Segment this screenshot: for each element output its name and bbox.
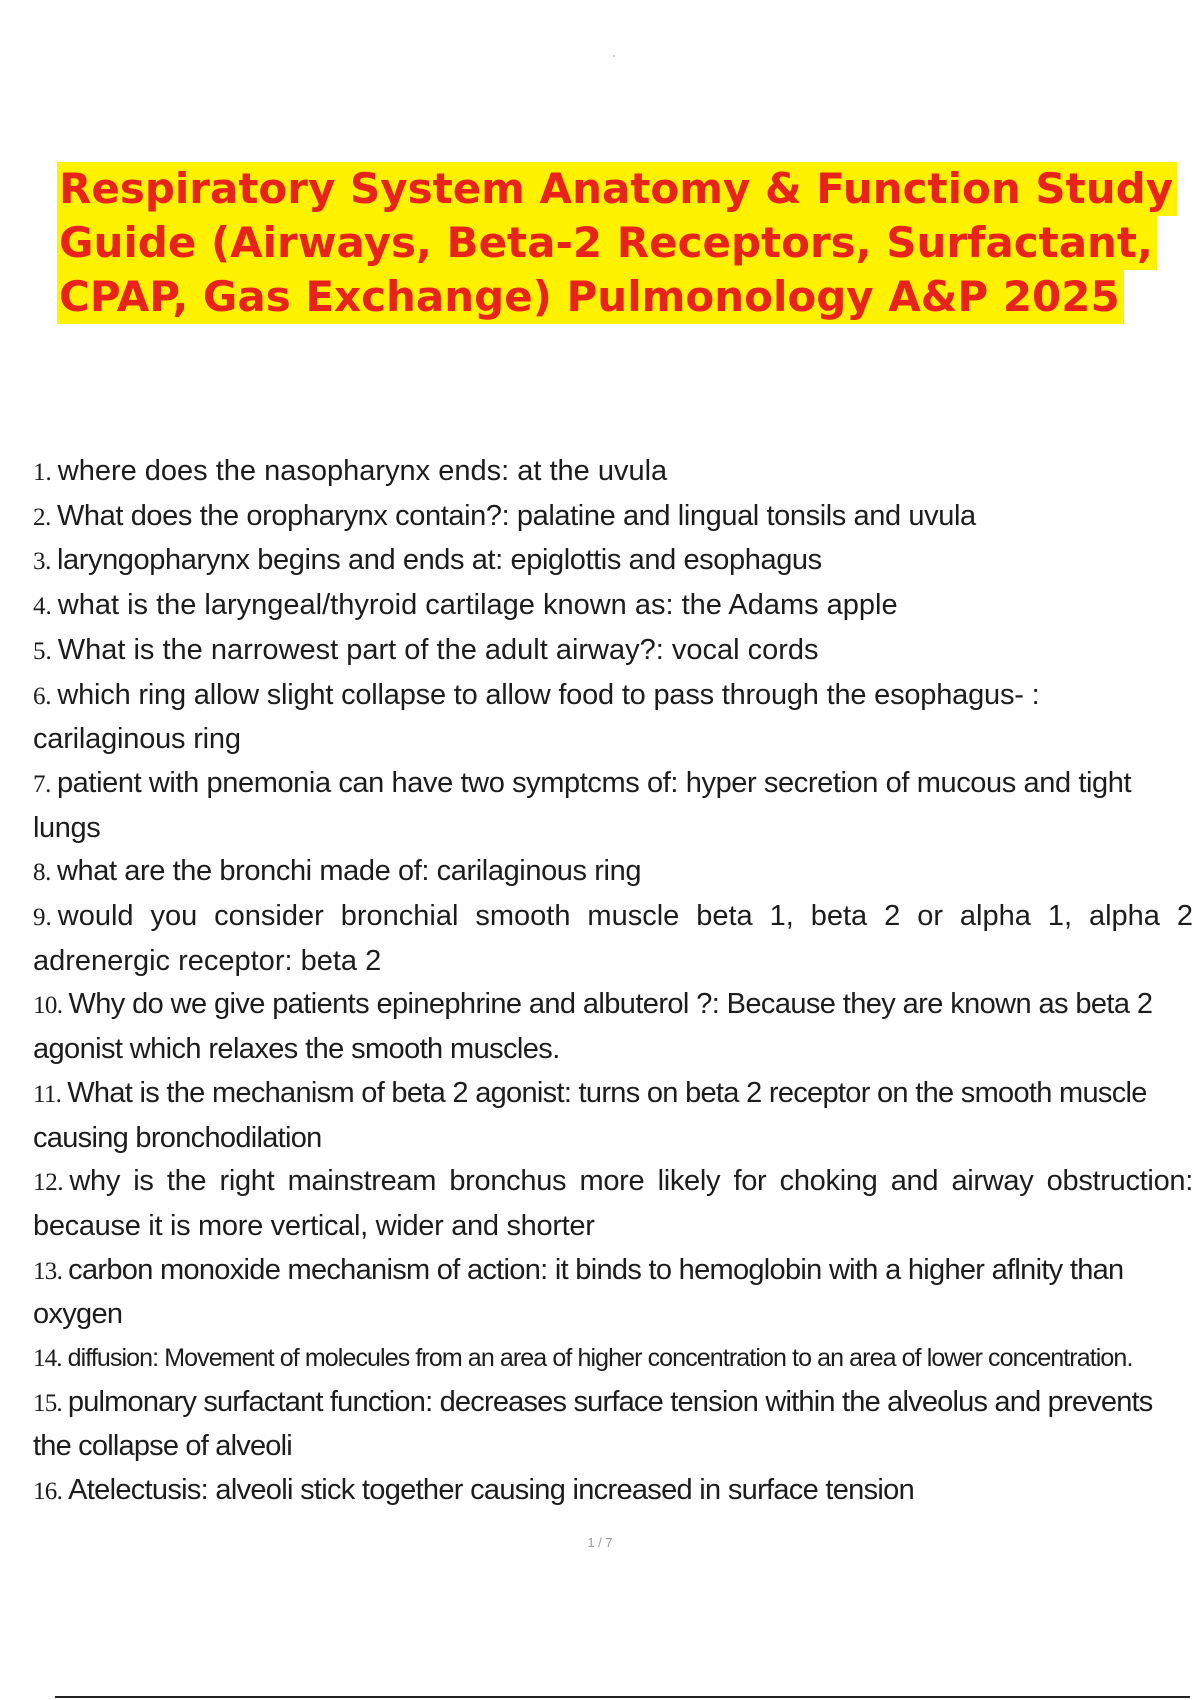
item-text: where does the nasopharynx ends: at the uvula bbox=[57, 455, 668, 487]
item-number: 3. bbox=[33, 548, 51, 576]
item-number: 2. bbox=[33, 503, 51, 531]
item-text: what are the bronchi made of: carilaginous ring bbox=[56, 855, 642, 888]
item-number: 8. bbox=[33, 859, 51, 887]
item-text: Why do we give patients epinephrine and albuterol ?: Because they are known as beta 2 agonist which relaxes the smooth muscles. bbox=[33, 988, 1153, 1066]
list-item bbox=[33, 895, 1193, 983]
item-text: diffusion: Movement of molecules from an area of higher concentration to an area of lower concentration. bbox=[67, 1344, 1133, 1373]
item-number: 5. bbox=[33, 637, 52, 665]
title-line-1: Respiratory System Anatomy & Function Study bbox=[57, 162, 1177, 216]
item-text: What is the narrowest part of the adult airway?: vocal cords bbox=[57, 633, 819, 666]
item-number: 7. bbox=[33, 770, 51, 798]
item-number: 6. bbox=[33, 682, 52, 710]
footer-divider bbox=[55, 1696, 1190, 1698]
item-number: 10. bbox=[33, 992, 63, 1020]
item-text: what is the laryngeal/thyroid cartilage known as: the Adams apple bbox=[57, 589, 898, 622]
item-number: 15. bbox=[33, 1389, 62, 1417]
scan-speck bbox=[613, 55, 615, 57]
item-number: 14. bbox=[33, 1345, 62, 1373]
page-number: 1 / 7 bbox=[587, 1535, 613, 1550]
list-item bbox=[33, 450, 1193, 495]
list-item bbox=[33, 584, 1193, 629]
item-number: 9. bbox=[33, 904, 52, 932]
list-item bbox=[33, 762, 1193, 850]
list-item bbox=[33, 1072, 1193, 1160]
item-number: 12. bbox=[33, 1169, 64, 1197]
document-title bbox=[57, 162, 1174, 324]
list-item bbox=[33, 1469, 1193, 1514]
item-number: 16. bbox=[33, 1478, 63, 1506]
item-text: would you consider bronchial smooth muscle beta 1, beta 2 or alpha 1, alpha 2 adrenergic receptor: beta 2 bbox=[33, 900, 1193, 977]
item-text: which ring allow slight collapse to allow food to pass through the esophagus- : carilaginous ring bbox=[33, 678, 1040, 756]
item-text: What does the oropharynx contain?: palatine and lingual tonsils and uvula bbox=[56, 499, 976, 532]
list-item bbox=[33, 629, 1193, 674]
item-number: 4. bbox=[33, 593, 52, 621]
study-question-list bbox=[33, 450, 1193, 1514]
item-text: laryngopharynx begins and ends at: epiglottis and esophagus bbox=[56, 544, 822, 577]
list-item bbox=[33, 850, 1193, 895]
list-item bbox=[33, 1160, 1193, 1248]
list-item bbox=[33, 983, 1193, 1071]
item-number: 13. bbox=[33, 1257, 63, 1285]
item-number: 1. bbox=[33, 459, 52, 486]
list-item bbox=[33, 674, 1193, 762]
list-item bbox=[33, 1381, 1193, 1469]
list-item bbox=[33, 539, 1193, 584]
list-item bbox=[33, 1249, 1193, 1337]
list-item bbox=[33, 1337, 1193, 1381]
item-text: Atelectusis: alveoli stick together causing increased in surface tension bbox=[68, 1474, 915, 1507]
list-item bbox=[33, 495, 1193, 540]
item-text: pulmonary surfactant function: decreases surface tension within the alveolus and prevents the collapse of alveoli bbox=[33, 1385, 1153, 1463]
item-text: What is the mechanism of beta 2 agonist: turns on beta 2 receptor on the smooth muscle causing bronchodilation bbox=[33, 1076, 1147, 1154]
item-number: 11. bbox=[33, 1080, 62, 1108]
item-text: patient with pnemonia can have two symptcms of: hyper secretion of mucous and tight lungs bbox=[33, 766, 1132, 844]
item-text: carbon monoxide mechanism of action: it binds to hemoglobin with a higher aflnity than oxygen bbox=[33, 1253, 1124, 1331]
title-line-2: Guide (Airways, Beta-2 Receptors, Surfactant, bbox=[57, 216, 1157, 270]
item-text: why is the right mainstream bronchus more likely for choking and airway obstruction: because it is more vertical, wider and shorter bbox=[33, 1165, 1193, 1242]
title-line-3: CPAP, Gas Exchange) Pulmonology A&P 2025 bbox=[57, 270, 1124, 324]
